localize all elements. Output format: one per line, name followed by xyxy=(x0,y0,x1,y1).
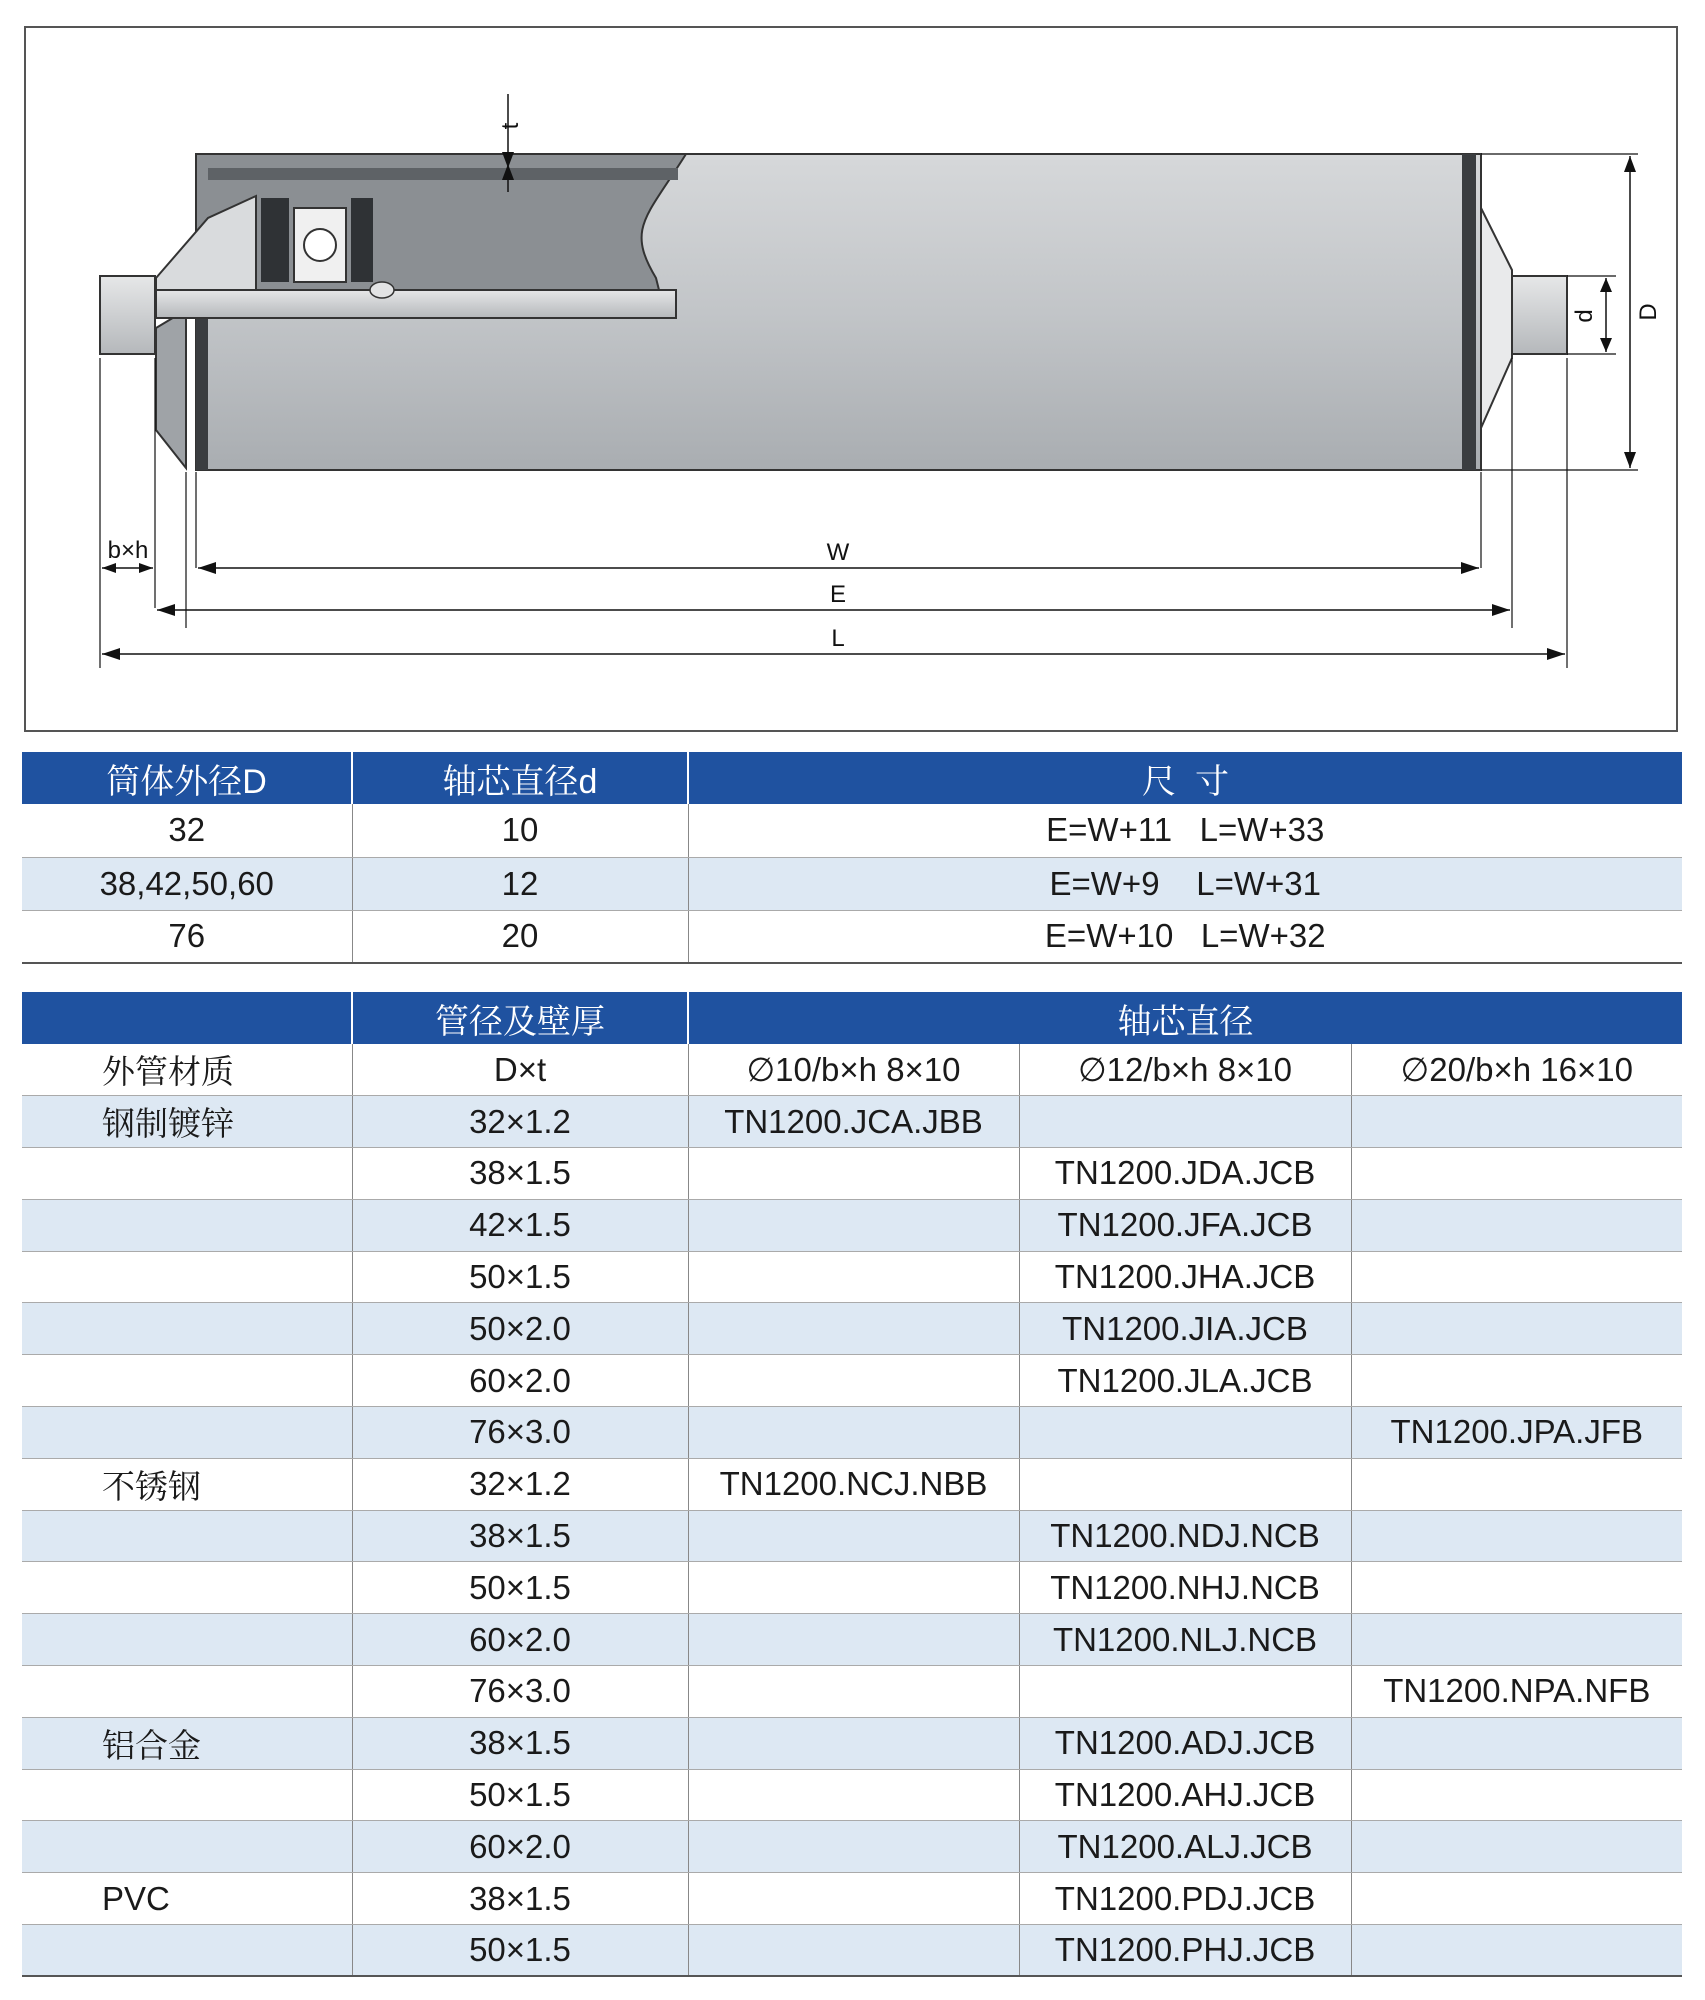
dim-label-D: D xyxy=(1635,303,1662,321)
table-row: 铝合金 38×1.5 TN1200.ADJ.JCB xyxy=(22,1717,1682,1769)
table-row: 50×1.5 TN1200.AHJ.JCB xyxy=(22,1769,1682,1821)
table-row: PVC 38×1.5 TN1200.PDJ.JCB xyxy=(22,1873,1682,1925)
dim-label-W: W xyxy=(826,539,850,566)
header-tube-size: 管径及壁厚 xyxy=(352,992,688,1044)
part-number-table xyxy=(22,992,1682,1977)
seal-lip xyxy=(261,198,289,282)
table-row: 38×1.5 TN1200.NDJ.NCB xyxy=(22,1510,1682,1562)
table-row: 76×3.0 TN1200.NPA.NFB xyxy=(22,1666,1682,1718)
table-row: 50×1.5 TN1200.JHA.JCB xyxy=(22,1251,1682,1303)
bearing-housing xyxy=(351,198,373,282)
subheader-shaft-10: ∅10/b×h 8×10 xyxy=(688,1044,1019,1096)
table-row: 60×2.0 TN1200.NLJ.NCB xyxy=(22,1614,1682,1666)
right-end-cap xyxy=(1481,208,1512,428)
left-shaft xyxy=(100,276,155,354)
table-row: 76×3.0 TN1200.JPA.JFB xyxy=(22,1407,1682,1459)
table-row: 38×1.5 TN1200.JDA.JCB xyxy=(22,1148,1682,1200)
header-tube-diameter: 筒体外径D xyxy=(22,752,352,804)
bearing-ball xyxy=(304,229,336,261)
header-shaft-diameter-group: 轴芯直径 xyxy=(688,992,1682,1044)
dim-label-bxh: b×h xyxy=(107,537,149,564)
subheader-shaft-12: ∅12/b×h 8×10 xyxy=(1019,1044,1351,1096)
right-ring xyxy=(1462,154,1476,470)
dim-label-d: d xyxy=(1571,309,1598,323)
left-ring xyxy=(196,318,208,470)
roller-drawing xyxy=(26,28,1676,730)
subheader-dxt: D×t xyxy=(352,1044,688,1096)
table-row: 76 20 E=W+10 L=W+32 xyxy=(22,910,1682,963)
cutaway-wall xyxy=(208,168,678,180)
dim-label-L: L xyxy=(831,625,845,652)
table-row: 50×2.0 TN1200.JIA.JCB xyxy=(22,1303,1682,1355)
table-row: 60×2.0 TN1200.JLA.JCB xyxy=(22,1355,1682,1407)
dim-label-t: t xyxy=(497,122,524,130)
left-end-cap xyxy=(156,310,186,468)
roller-diagram xyxy=(24,26,1678,732)
dimension-table xyxy=(22,752,1682,964)
inner-shaft xyxy=(156,290,676,318)
table-row: 60×2.0 TN1200.ALJ.JCB xyxy=(22,1821,1682,1873)
table-row: 50×1.5 TN1200.PHJ.JCB xyxy=(22,1925,1682,1977)
table-row: 32 10 E=W+11 L=W+33 xyxy=(22,804,1682,857)
part-table-header xyxy=(22,992,1682,1044)
subheader-material: 外管材质 xyxy=(22,1044,352,1096)
dim-label-E: E xyxy=(829,581,847,608)
right-shaft xyxy=(1512,276,1567,354)
dimension-table-header xyxy=(22,752,1682,804)
circlip xyxy=(370,282,394,298)
table-row: 42×1.5 TN1200.JFA.JCB xyxy=(22,1199,1682,1251)
table-row: 50×1.5 TN1200.NHJ.NCB xyxy=(22,1562,1682,1614)
header-blank xyxy=(22,992,352,1044)
part-table-subheader xyxy=(22,1044,1682,1096)
table-row: 不锈钢 32×1.2 TN1200.NCJ.NBB xyxy=(22,1458,1682,1510)
subheader-shaft-20: ∅20/b×h 16×10 xyxy=(1351,1044,1682,1096)
table-row: 钢制镀锌 32×1.2 TN1200.JCA.JBB xyxy=(22,1096,1682,1148)
header-dimensions: 尺 寸 xyxy=(688,752,1682,804)
header-shaft-diameter: 轴芯直径d xyxy=(352,752,688,804)
table-row: 38,42,50,60 12 E=W+9 L=W+31 xyxy=(22,857,1682,910)
